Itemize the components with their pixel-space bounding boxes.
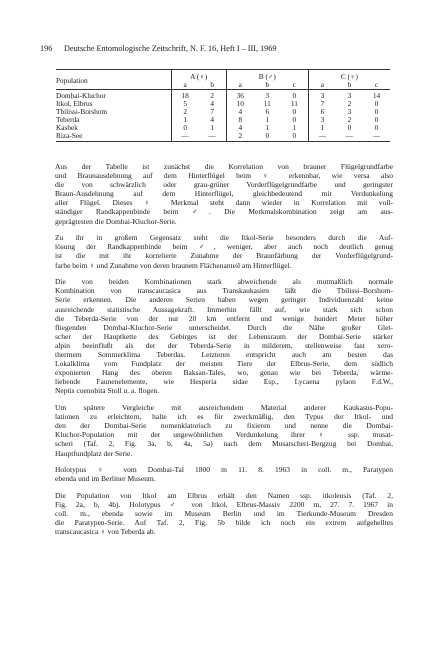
text-line: geprägtesten die Dombai-Kluchor-Serie. — [55, 216, 177, 226]
table-cell: — — [171, 132, 199, 141]
population-name: Dombai-Kluchor — [56, 91, 106, 101]
table-cell: 3 — [308, 90, 336, 100]
table-cell: 18 — [171, 90, 199, 100]
paragraph — [55, 465, 393, 483]
journal-title: Deutsche Entomologische Zeitschrift, N. F. 16, Heft I – III, 1969 — [64, 44, 277, 53]
population-name: Teberda — [56, 115, 80, 124]
table-cell: 5 — [171, 100, 199, 108]
table-cell: — — [363, 132, 390, 141]
paragraph — [55, 162, 393, 226]
table-cell: 0 — [254, 132, 281, 141]
paragraph — [55, 491, 393, 536]
text-line: fliegenden Dombai-Kluchor-Serie unterscheidet. Durch die Nähe großer Glet- — [55, 322, 393, 332]
text-line: Kombination von transcaucasica aus Transkaukasien läßt die Tbilissi–Borshom- — [55, 286, 393, 296]
table-cell: 2 — [171, 108, 199, 116]
body-text — [55, 162, 393, 544]
text-line: Hauptfundplatz der Serie. — [55, 448, 133, 458]
text-line: ebenda und im Berliner Museum. — [55, 474, 156, 484]
table-cell: 0 — [347, 122, 352, 132]
text-line: scher der Hauptkette des Gebirges ist der Lebensraum der Dombai-Serie stärker — [55, 331, 393, 341]
table-cell: 3 — [347, 91, 352, 101]
population-name: Itkol, Elbrus — [56, 99, 93, 109]
table-cell: 6 — [308, 108, 336, 116]
table-cell: 1 — [292, 122, 297, 132]
table-cell: 6 — [265, 107, 270, 117]
text-line: Braun-Ausdehnung auf dem Hinterflügel, gleichbedeutend mit Verdunkelung — [55, 189, 393, 199]
table-cell: 4 — [210, 115, 215, 124]
subcol-header: b — [336, 81, 363, 90]
table-header-row — [56, 70, 390, 81]
text-line: Kluchor-Population mit der ungewöhnlichen Verdunkelung ihrer ♀ ssp. musat- — [55, 430, 393, 440]
text-line: alpin beeinflußt als der der Teberda-Serie in milderem, stellenweise fast xero- — [55, 340, 393, 350]
table-cell: 2 — [210, 91, 215, 101]
population-table — [56, 69, 390, 142]
text-line: thermem Sommerklima Teberdas. Letzteren entspricht auch am besten das — [55, 349, 393, 359]
text-line: scheri (Taf. 2, Fig. 3a, b, 4a, 5a) nach dem Musatscheri-Bergzug bei Dombai, — [55, 439, 393, 449]
table-row — [56, 124, 390, 132]
population-column-header: Population — [56, 70, 171, 90]
table-row — [56, 90, 390, 100]
text-line: transcaucasica ♀ von Teberda ab. — [55, 527, 156, 537]
text-line: exponierten Hang des oberen Baksan-Tales, wo, genau wie bei Teberda, wärme- — [55, 368, 393, 378]
table-cell: 0 — [374, 115, 379, 124]
table-cell: 1 — [308, 124, 336, 132]
table-cell: 10 — [226, 100, 254, 108]
table-cell: 0 — [292, 115, 297, 124]
text-line: Lokalklima vom Fundplatz der meisten Tiere der Elbrus-Serie, dem südlich — [55, 359, 393, 369]
table-cell: 4 — [210, 99, 215, 109]
table-row — [56, 132, 390, 141]
table-cell: 0 — [374, 122, 379, 132]
table-cell: 8 — [226, 116, 254, 124]
paragraph — [55, 277, 393, 395]
table-cell: 3 — [308, 116, 336, 124]
table-cell: — — [199, 132, 227, 141]
text-line: Um spätere Vergleiche mit ausreichendem Material anderer Kaukasus-Popu- — [55, 403, 393, 413]
table-cell: 0 — [292, 91, 297, 101]
text-line: ausreichende statistische Aussagekraft. Immerhin fällt auf, wie stark sich schon — [55, 304, 393, 314]
table-cell: 3 — [347, 107, 352, 117]
table-cell: 2 — [347, 115, 352, 124]
table-cell: 1 — [265, 122, 270, 132]
table-body — [56, 90, 390, 141]
table-cell: 0 — [281, 132, 309, 141]
text-line: Zu ihr in großem Gegensatz steht die Itkol-Serie besonders durch die Auf- — [55, 233, 393, 243]
table-cell: 4 — [226, 108, 254, 116]
text-line: die Teberda-Serie von der nur 20 km entfernt und wenige hundert Meter höher — [55, 313, 393, 323]
subcol-header: c — [281, 81, 309, 90]
table-cell: 0 — [171, 124, 199, 132]
text-line: Fig. 2a, b, 4b). Holotypus ♂ von Itkol, Elbrus-Massiv 2200 m, 27. 7. 1967 in — [55, 500, 393, 510]
text-line: liebende Faunenelemente, wie Hesperia sidae Esp., Lycaena pylaon F.d.W., — [55, 377, 393, 387]
paragraph — [55, 233, 393, 269]
group-header-c: C (♀) — [308, 70, 390, 81]
table-cell: 7 — [308, 100, 336, 108]
text-line: farbe beim ♀ und Zunahme von deren braunem Flächenanteil am Hinterflügel. — [55, 260, 292, 270]
running-header — [40, 44, 402, 54]
subcol-header: b — [199, 81, 227, 90]
text-line: den der Dombai-Serie nomenklatorisch zu fixieren und nenne die Dombai- — [55, 421, 393, 431]
group-header-b: B (♂) — [226, 70, 308, 81]
text-line: die Paratypen-Serie. Auf Taf. 2, Fig. 5b bilde ich noch ein extrem aufgehelltes — [55, 518, 393, 528]
text-line: Neptis coenobita Stoll u. a. flogen. — [55, 386, 160, 396]
text-line: Die Population von Itkol am Elbrus erhält den Namen ssp. itkolensis (Taf. 2, — [55, 490, 393, 500]
table-row — [56, 108, 390, 116]
population-name: Tbilissi-Borshom — [56, 107, 108, 117]
table-cell: 7 — [210, 107, 215, 117]
table-cell: 2 — [226, 132, 254, 141]
subcol-header: b — [254, 81, 281, 90]
table-cell: — — [308, 132, 336, 141]
table-cell: 0 — [374, 107, 379, 117]
text-line: Serie erkennen. Die anderen Serien haben wegen geringer Individuenzahl keine — [55, 295, 393, 305]
group-header-a: A (♀) — [171, 70, 226, 81]
text-line: und Braunausdehnung auf dem Hinterflügel beim ♀ erkennbar, wie versa also — [55, 171, 393, 181]
table-cell: 2 — [347, 99, 352, 109]
table-cell: 11 — [290, 99, 298, 109]
table-cell: — — [336, 132, 363, 141]
text-line: Die von beiden Kombinationen stark abweichende als mutmaßlich normale — [55, 277, 393, 287]
table-row — [56, 116, 390, 124]
text-line: lationen zu erleichtern, halte ich es für zweckmäßig, den Typus der Itkol- und — [55, 412, 393, 422]
table-cell: 1 — [265, 115, 270, 124]
text-line: Holotypus ♀ vom Dombai-Tal 1800 m 11. 8. 1963 in coll. m., Paratypen — [55, 465, 393, 475]
table-cell: 4 — [226, 124, 254, 132]
text-line: coll. m., ebenda sowie im Museum Berlin und im Tierkunde-Museum Dresden — [55, 509, 393, 519]
text-line: aller Flügel. Dieses ♀ Merkmal steht dann wieder in Korrelation mit voll- — [55, 198, 393, 208]
subcol-header: a — [226, 81, 254, 90]
subcol-header: c — [363, 81, 390, 90]
table-cell: 14 — [372, 91, 381, 101]
paragraph — [55, 403, 393, 458]
table-cell: 0 — [292, 107, 297, 117]
text-line: Aus der Tabelle ist zunächst die Korrelation von brauner Flügelgrundfarbe — [55, 162, 393, 171]
text-line: ist die mit ihr korrelierte Zunahme der Braunfärbung der Vorderflügelgrund- — [55, 251, 393, 261]
table-cell: 36 — [226, 90, 254, 100]
table-cell: 11 — [263, 99, 271, 109]
text-line: ständiger Randkappenbinde beim ♂. Die Merkmalskombination zeigt am aus- — [55, 207, 393, 217]
table-cell: 1 — [210, 122, 215, 132]
text-line: lösung der Randkappenbinde beim ♂, weniger, aber auch noch deutlich genug — [55, 242, 393, 252]
table-cell: 0 — [374, 99, 379, 109]
text-line: die von schwärzlich oder grau-grüner Vorderflügelgrundfarbe und geringster — [55, 180, 393, 190]
page-number: 196 — [40, 44, 53, 53]
population-name: Kasbek — [56, 122, 78, 132]
table-cell: 1 — [171, 116, 199, 124]
subcol-header: a — [308, 81, 336, 90]
population-name: Riza-See — [56, 132, 171, 141]
table-cell: 3 — [265, 91, 270, 101]
subcol-header: a — [171, 81, 199, 90]
